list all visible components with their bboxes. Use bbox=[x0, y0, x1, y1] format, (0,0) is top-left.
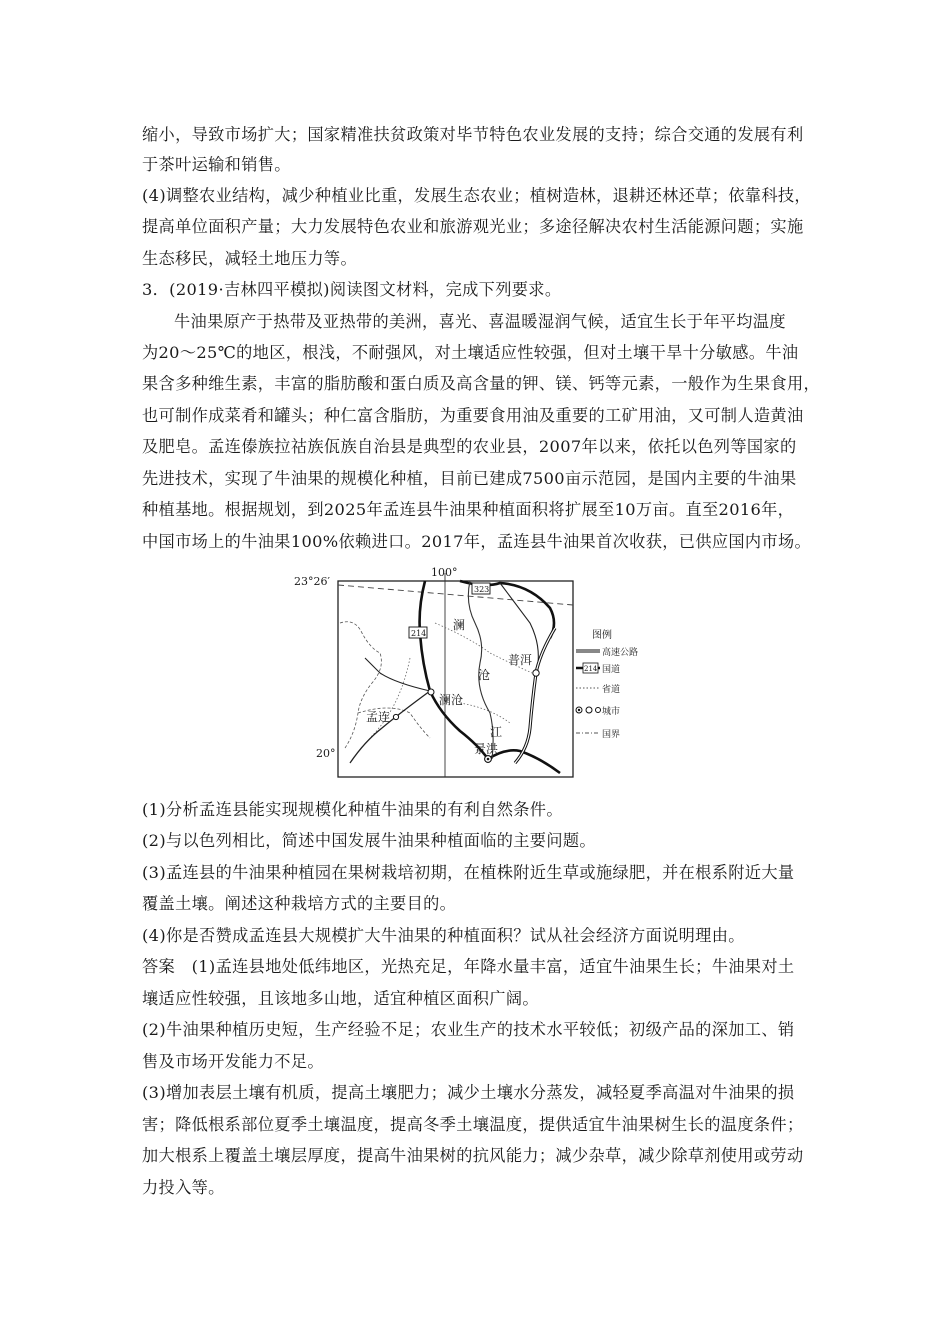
lat-top-label: 23°26′ bbox=[294, 575, 330, 588]
provincial-road bbox=[460, 703, 510, 723]
legend-provincial-road: 省道 bbox=[602, 685, 621, 695]
answer-line: (2)牛油果种植历史短，生产经验不足；农业生产的技术水平较低；初级产品的深加工、销 bbox=[142, 1020, 795, 1039]
question-item: (2)与以色列相比，简述中国发展牛油果种植面临的主要问题。 bbox=[142, 831, 596, 850]
text-line: 及肥皂。孟连傣族拉祜族佤族自治县是典型的农业县，2007年以来，依托以色列等国家的 bbox=[142, 437, 797, 456]
city-label: 普洱 bbox=[508, 653, 533, 667]
text-line: 牛油果原产于热带及亚热带的美洲，喜光、喜温暖湿润气候，适宜生长于年平均温度 bbox=[174, 312, 786, 331]
city-marker bbox=[393, 714, 398, 719]
map-frame bbox=[338, 581, 573, 777]
city-marker-dot bbox=[487, 758, 490, 761]
lon-label: 100° bbox=[431, 566, 458, 579]
road-323-label: 323 bbox=[474, 585, 490, 594]
text-line: 覆盖土壤。阐述这种栽培方式的主要目的。 bbox=[142, 894, 457, 913]
border-line bbox=[340, 622, 381, 748]
text-line: 提高单位面积产量；大力发展特色农业和旅游观光业；多途径解决农村生活能源问题；实施 bbox=[142, 217, 804, 236]
map-legend bbox=[576, 628, 638, 740]
legend-title: 图例 bbox=[592, 630, 612, 641]
text-line: 先进技术，实现了牛油果的规模化种植，目前已建成7500亩示范园，是国内主要的牛油果 bbox=[142, 469, 797, 488]
map-figure bbox=[294, 563, 639, 795]
text-line: 于茶叶运输和销售。 bbox=[142, 155, 291, 174]
text-line: (4)调整农业结构，减少种植业比重，发展生态农业；植树造林，退耕还林还草；依靠科技， bbox=[142, 186, 811, 205]
legend-border: 国界 bbox=[602, 730, 621, 740]
city-label: 澜沧 bbox=[439, 693, 464, 707]
road bbox=[350, 691, 430, 763]
answer-line: 答案 (1)孟连县地处低纬地区，光热充足，年降水量丰富，适宜牛油果生长；牛油果对土 bbox=[142, 957, 795, 976]
city-marker bbox=[428, 689, 434, 695]
question-heading: 3．(2019·吉林四平模拟)阅读图文材料，完成下列要求。 bbox=[142, 280, 562, 299]
lat-bottom-label: 20° bbox=[316, 747, 336, 760]
text-line: 售及市场开发能力不足。 bbox=[142, 1052, 324, 1071]
text-line: 壤适应性较强，且该地多山地，适宜种植区面积广阔。 bbox=[142, 989, 539, 1008]
road-214-label: 214 bbox=[411, 629, 427, 638]
road bbox=[365, 658, 430, 691]
text-line: 为20～25℃的地区，根浅，不耐强风，对土壤适应性较强，但对土壤干旱十分敏感。牛油 bbox=[142, 343, 799, 362]
region-map bbox=[294, 563, 639, 795]
provincial-road bbox=[370, 658, 410, 738]
river-label: 澜 bbox=[453, 618, 466, 632]
expressway bbox=[515, 628, 555, 763]
question-item: (1)分析孟连县能实现规模化种植牛油果的有利自然条件。 bbox=[142, 800, 563, 819]
expressway-inner bbox=[515, 628, 555, 763]
text-line: 种植基地。根据规划，到2025年孟连县牛油果种植面积将扩展至10万亩。直至2016年， bbox=[142, 500, 795, 519]
text-line: 缩小，导致市场扩大；国家精准扶贫政策对毕节特色农业发展的支持；综合交通的发展有利 bbox=[142, 125, 804, 144]
text-line: 果含多种维生素，丰富的脂肪酸和蛋白质及高含量的钾、镁、钙等元素，一般作为生果食用， bbox=[142, 374, 821, 393]
text-line: 加大根系上覆盖土壤层厚度，提高牛油果树的抗风能力；减少杂草，减少除草剂使用或劳动 bbox=[142, 1146, 804, 1165]
text-line: 害；降低根系部位夏季土壤温度，提高冬季土壤温度，提供适宜牛油果树生长的温度条件； bbox=[142, 1115, 804, 1134]
legend-road-num: 214 bbox=[584, 665, 598, 673]
city-label: 景洪 bbox=[474, 742, 499, 756]
text-line: 力投入等。 bbox=[142, 1178, 225, 1197]
answer-line: (3)增加表层土壤有机质，提高土壤肥力；减少土壤水分蒸发，减轻夏季高温对牛油果的损 bbox=[142, 1083, 795, 1102]
national-road bbox=[488, 750, 560, 773]
text-line: 生态移民，减轻土地压力等。 bbox=[142, 249, 357, 268]
legend-city: 城市 bbox=[602, 707, 621, 717]
text-line: 也可制作成菜肴和罐头；种仁富含脂肪，为重要食用油及重要的工矿用油，又可制人造黄油 bbox=[142, 406, 804, 425]
city-label: 孟连 bbox=[366, 710, 391, 724]
question-item: (4)你是否赞成孟连县大规模扩大牛油果的种植面积？试从社会经济方面说明理由。 bbox=[142, 926, 745, 945]
river-label: 沧 bbox=[478, 668, 491, 682]
river-label: 江 bbox=[490, 725, 503, 739]
legend-national-road: 国道 bbox=[602, 665, 621, 675]
legend-expressway: 高速公路 bbox=[602, 648, 639, 658]
road bbox=[500, 583, 538, 663]
city-marker bbox=[533, 670, 539, 676]
text-line: 中国市场上的牛油果100%依赖进口。2017年，孟连县牛油果首次收获，已供应国内市场。 bbox=[142, 532, 812, 551]
question-item: (3)孟连县的牛油果种植园在果树栽培初期，在植株附近生草或施绿肥，并在根系附近大量 bbox=[142, 863, 795, 882]
